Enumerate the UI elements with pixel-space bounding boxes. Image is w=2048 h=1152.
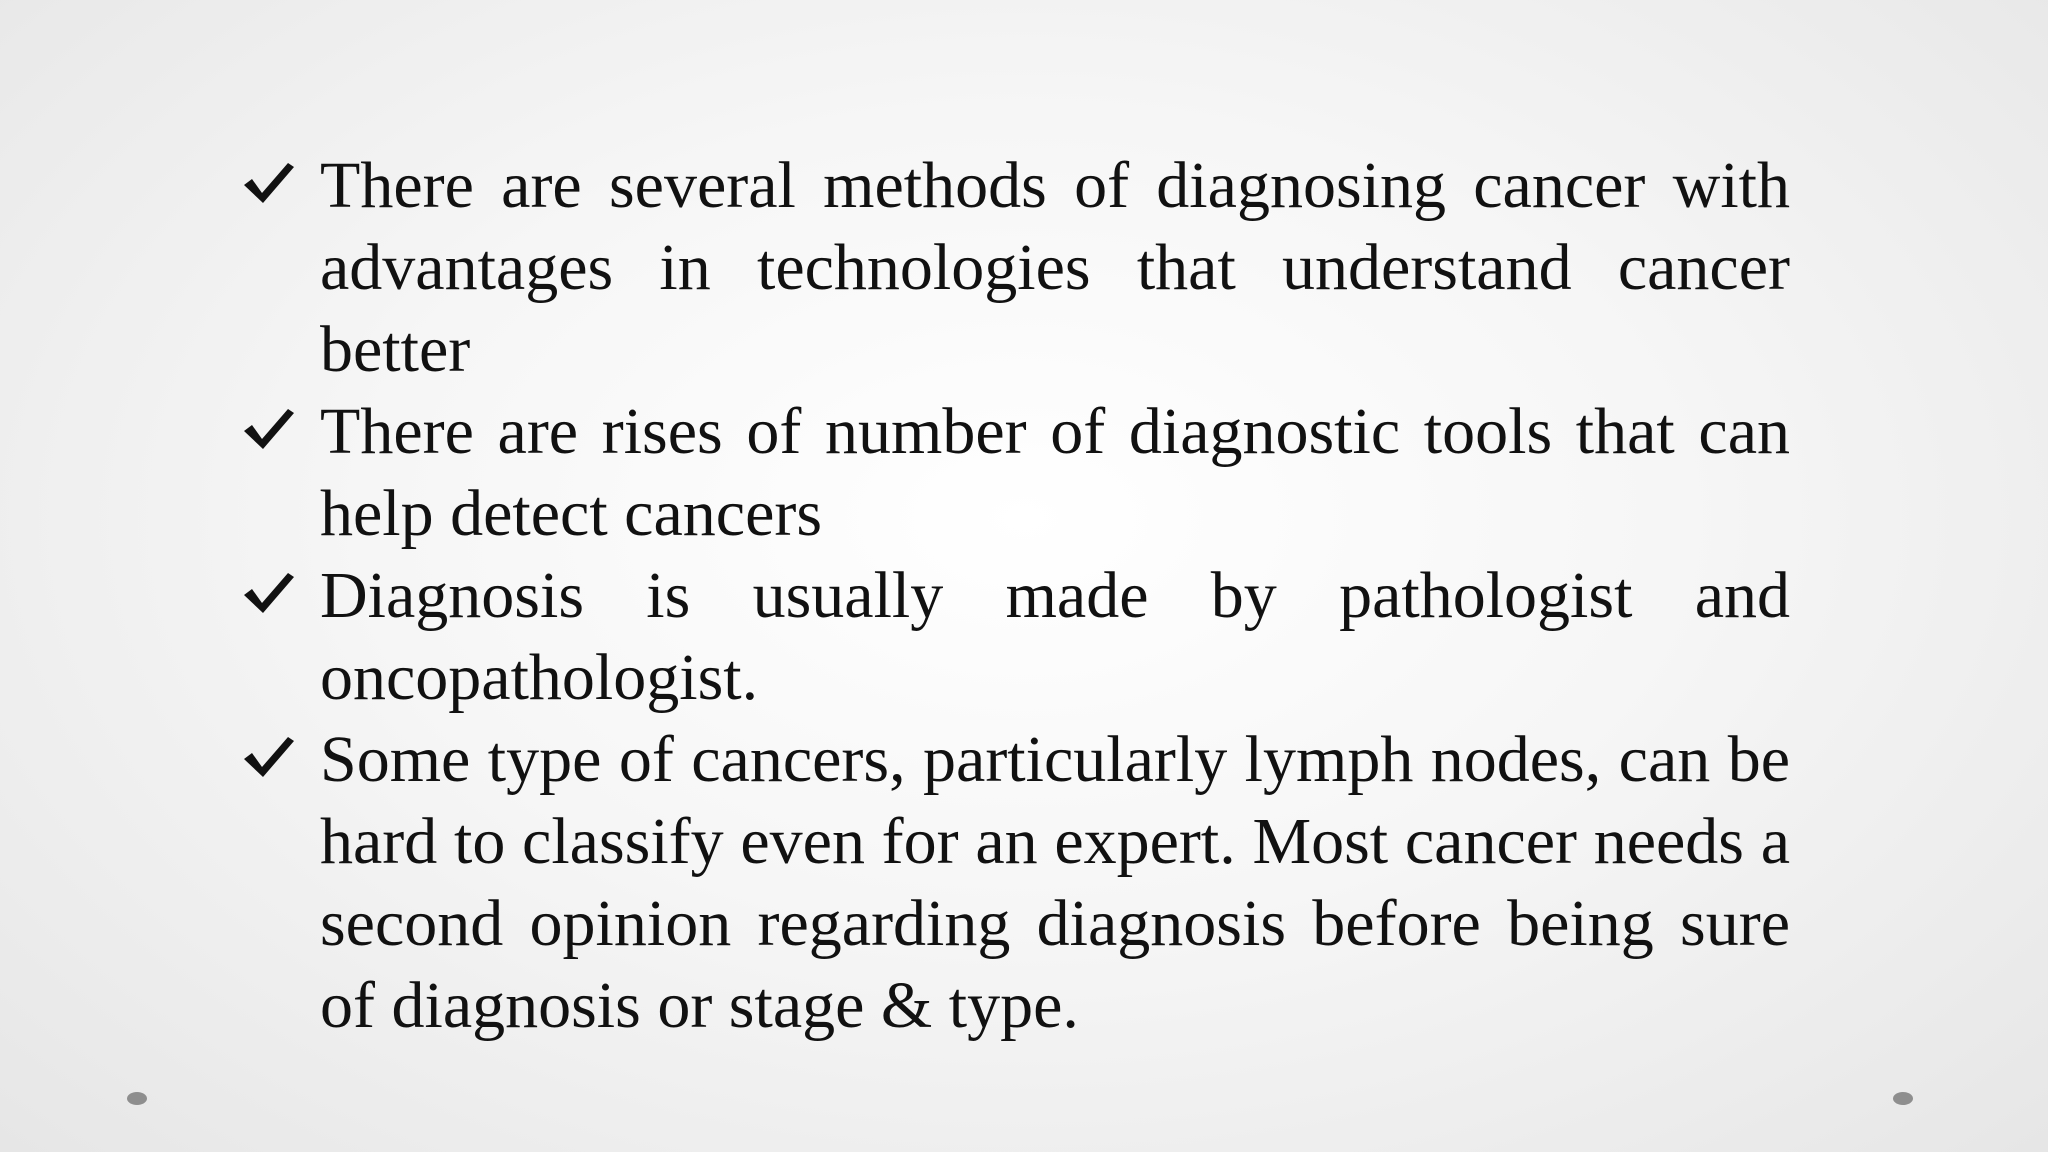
bullet-text: Some type of cancers, particularly lymph nodes, can be hard to classify even for an expert. Most cancer needs a second opinion regarding diagnosis before being sure of diagnosis or stage & type. bbox=[320, 723, 1790, 1042]
bullet-item-1 bbox=[240, 145, 1790, 391]
decorative-dot-left bbox=[127, 1092, 147, 1105]
check-icon bbox=[242, 405, 296, 453]
check-icon bbox=[242, 733, 296, 781]
bullet-text: Diagnosis is usually made by pathologist and oncopathologist. bbox=[320, 559, 1790, 714]
bullet-text: There are several methods of diagnosing cancer with advantages in technologies that understand cancer better bbox=[320, 149, 1790, 386]
bullet-item-4 bbox=[240, 719, 1790, 1047]
bullet-item-3 bbox=[240, 555, 1790, 719]
bullet-text: There are rises of number of diagnostic tools that can help detect cancers bbox=[320, 395, 1790, 550]
decorative-dot-right bbox=[1893, 1092, 1913, 1105]
bullet-item-2 bbox=[240, 391, 1790, 555]
bullet-list bbox=[240, 145, 1790, 1047]
check-icon bbox=[242, 159, 296, 207]
check-icon bbox=[242, 569, 296, 617]
